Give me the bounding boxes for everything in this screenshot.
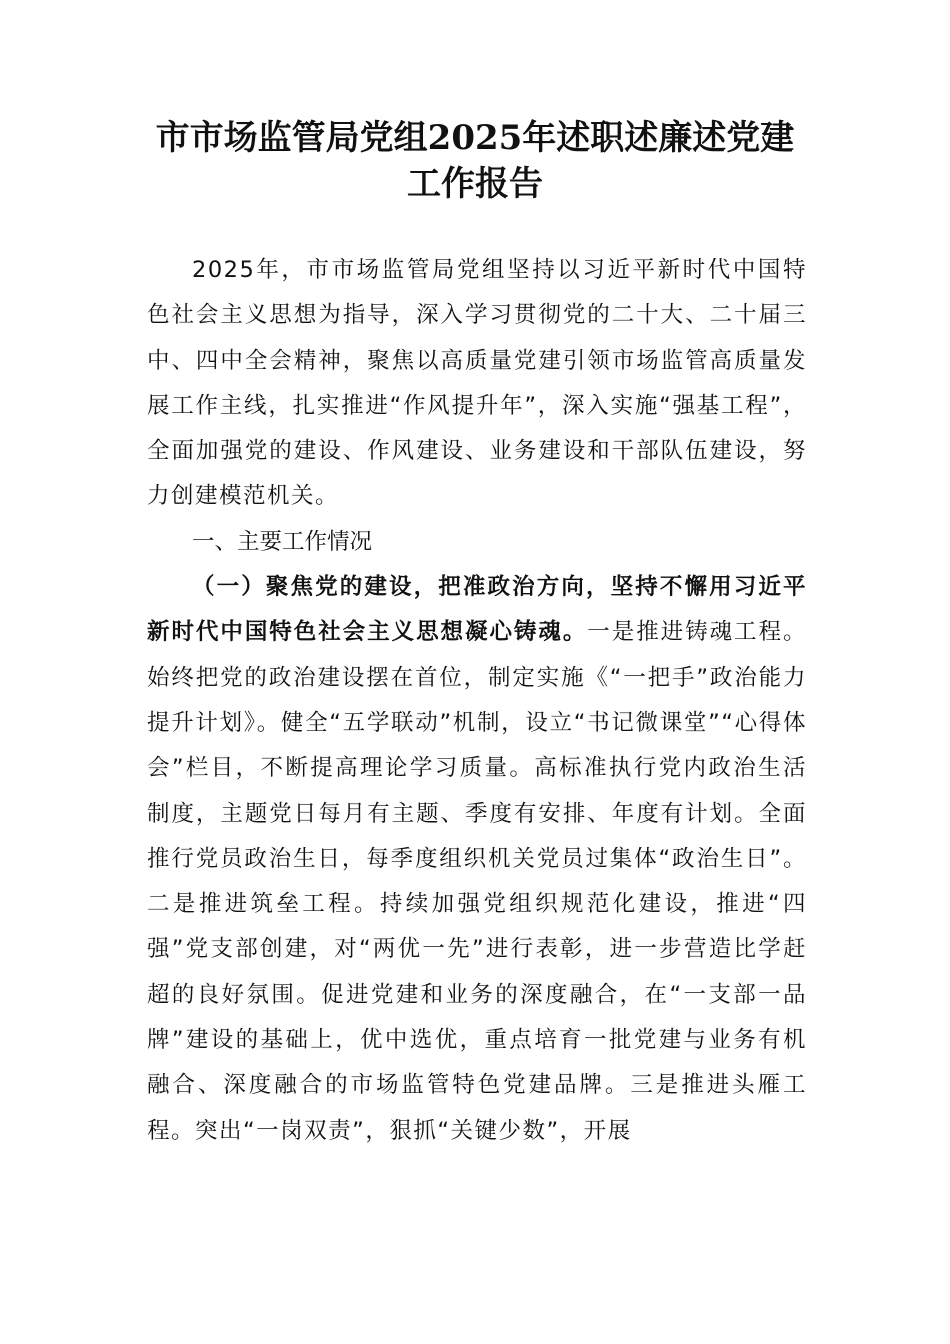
document-title-line-2: 工作报告: [407, 164, 543, 204]
subsection-body: 一是推进铸魂工程。始终把党的政治建设摆在首位，制定实施《“一把手”政治能力提升计划》。健全“五学联动”机制，设立“书记微课堂”“心得体会”栏目，不断提高理论学习质量。高标准执行党内政治生活制度，主题党日每月有主题、季度有安排、年度有计划。全面推行党员政治生日，每季度组织机关党员过集体“政治生日”。二是推进筑垒工程。持续加强党组织规范化建设，推进“四强”党支部创建，对“两优一先”进行表彰，进一步营造比学赶超的良好氛围。促进党建和业务的深度融合，在“一支部一品牌”建设的基础上，优中选优，重点培育一批党建与业务有机融合、深度融合的市场监管特色党建品牌。三是推进头雁工程。突出“一岗双责”，狠抓“关键少数”，开展: [147, 619, 807, 1144]
document-body: [147, 248, 807, 1154]
document-title-line-1: 市市场监管局党组2025年述职述廉述党建: [155, 118, 795, 158]
section-heading: 一、主要工作情况: [192, 528, 373, 555]
intro-paragraph: 2025年，市市场监管局党组坚持以习近平新时代中国特色社会主义思想为指导，深入学习贯彻党的二十大、二十届三中、四中全会精神，聚焦以高质量党建引领市场监管高质量发展工作主线，扎实推进“作风提升年”，深入实施“强基工程”，全面加强党的建设、作风建设、业务建设和干部队伍建设，努力创建模范机关。: [147, 257, 807, 510]
section-paragraph: [147, 565, 807, 1154]
subsection-lead: （一）聚焦党的建设，把准政治方向，坚持不懈用习近平新时代中国特色社会主义思想凝心铸魂。: [147, 574, 807, 646]
